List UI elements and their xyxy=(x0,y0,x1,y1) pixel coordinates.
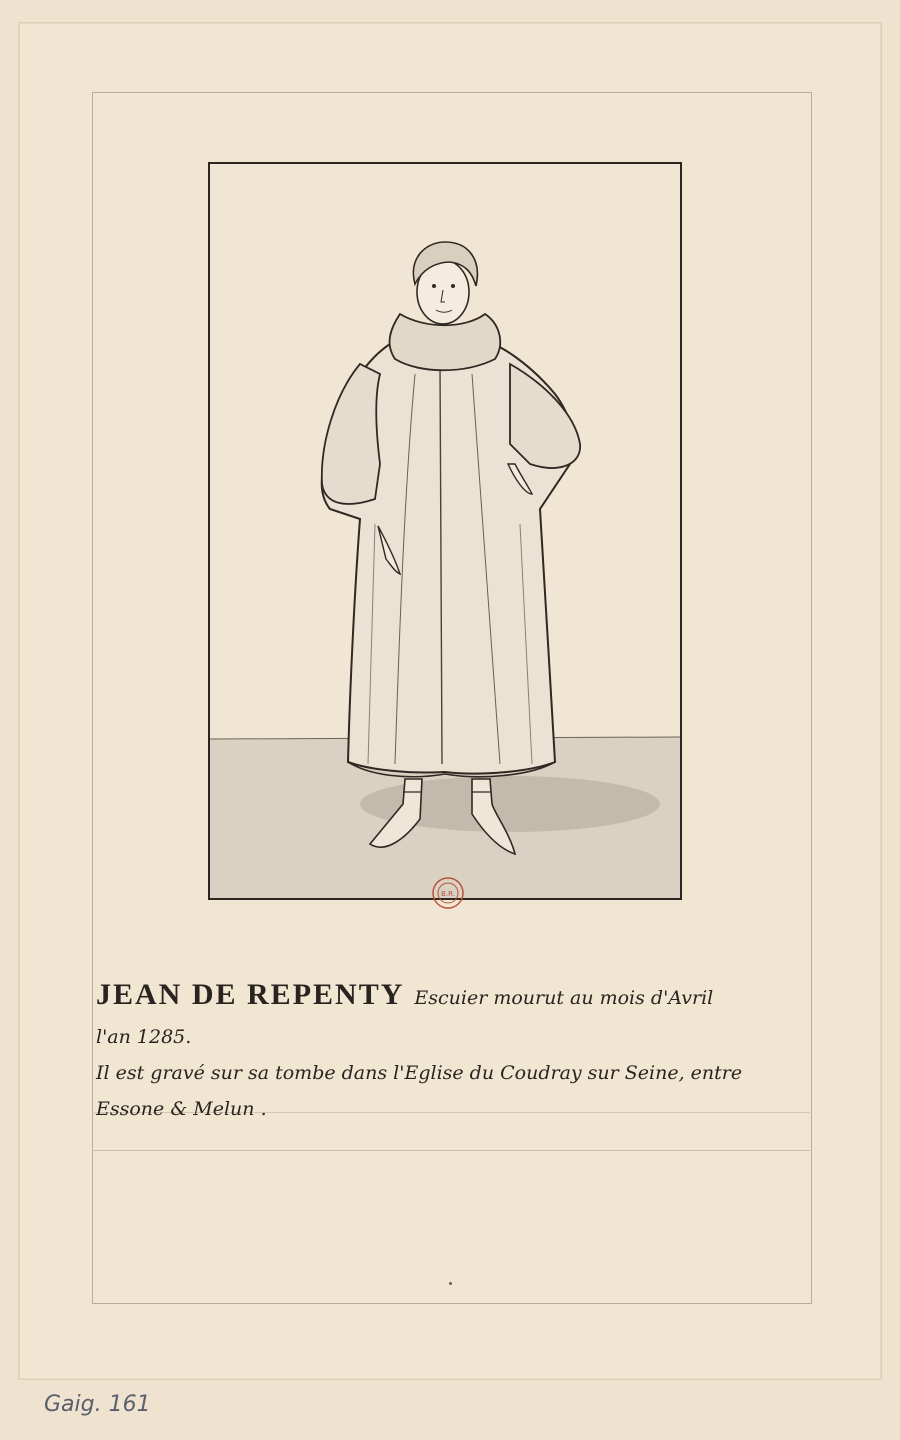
caption-line-1 xyxy=(96,978,713,1012)
illustration-frame xyxy=(208,162,682,900)
subject-name: JEAN DE REPENTY xyxy=(96,978,405,1011)
caption-line-3: Il est gravé sur sa tombe dans l'Eglise du Coudray sur Seine, entre xyxy=(96,1062,743,1084)
caption-line-4: Essone & Melun . xyxy=(96,1098,267,1120)
shelfmark-annotation: Gaig. 161 xyxy=(44,1392,151,1417)
pinhole-mark xyxy=(449,1282,452,1285)
caption-line-2: l'an 1285. xyxy=(96,1026,192,1048)
ruled-line xyxy=(92,1150,810,1151)
figure-drawing xyxy=(210,164,680,898)
caption-line-1-text: Escuier mourut au mois d'Avril xyxy=(414,987,714,1009)
stamp-text: B.R. xyxy=(441,890,455,898)
library-stamp xyxy=(431,876,465,910)
